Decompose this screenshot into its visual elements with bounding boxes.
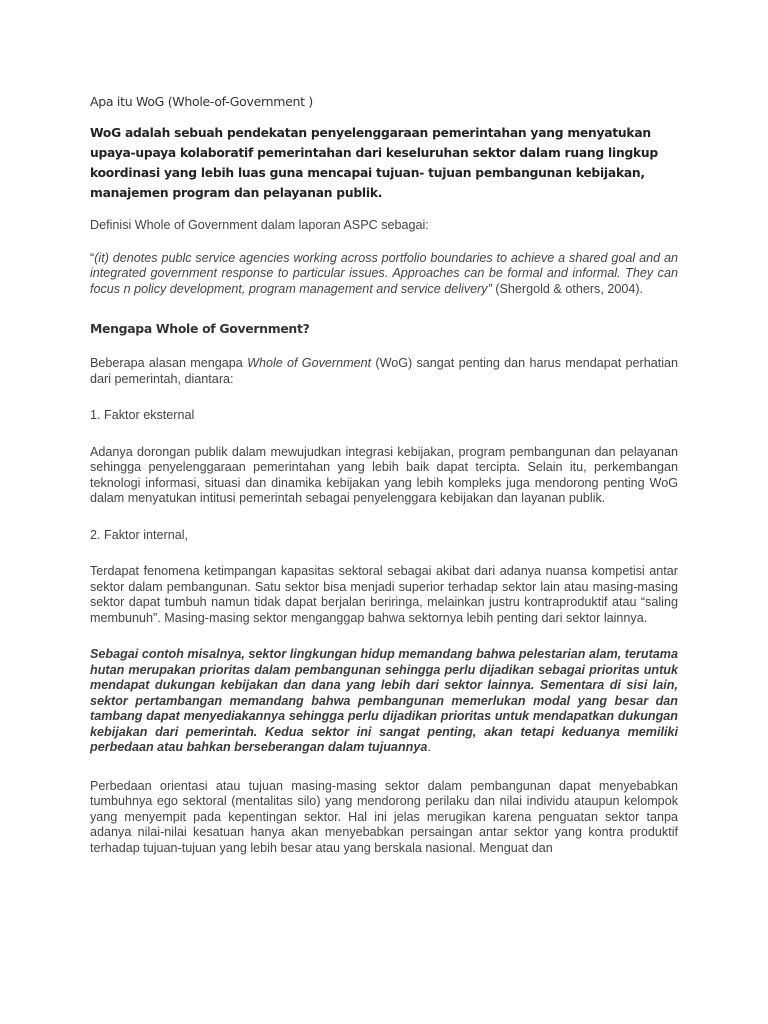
example-text: Sebagai contoh misalnya, sektor lingkungan hidup memandang bahwa pelestarian alam, terutama hutan merupakan prioritas dalam pembangunan sehingga perlu dijadikan sebagai prioritas untuk mendapat dukungan kebijakan dan dana yang lebih dari sektor lainnya. Sementara di sisi lain, sektor pertambangan memandang bahwa pembangunan memerlukan modal yang besar dan tambang dapat menyediakannya sehingga perlu dijadikan prioritas untuk mendapatkan dukungan kebijakan dari pemerintah. Kedua sektor ini sangat penting, akan tetapi keduanya memiliki perbedaan atau bahkan berseberangan dalam tujuannya bbox=[90, 647, 678, 754]
reasons-intro-before: Beberapa alasan mengapa bbox=[90, 356, 248, 370]
factor2-heading: 2. Faktor internal, bbox=[90, 527, 188, 542]
reasons-intro bbox=[90, 356, 678, 387]
example-paragraph bbox=[90, 647, 678, 756]
definition-lead: Definisi Whole of Government dalam laporan ASPC sebagai: bbox=[90, 218, 429, 232]
closing-paragraph: Perbedaan orientasi atau tujuan masing-masing sektor dalam pembangunan dapat menyebabkan tumbuhnya ego sektoral (mentalitas silo) yang mendorong perilaku dan nilai individu ataupun kelompok yang menyempit pada kepentingan sektor. Hal ini jelas merugikan karena penguatan sektor tanpa adanya nilai-nilai kesatuan hanya akan menyebabkan persaingan antar sektor yang kontra produktif terhadap tujuan-tujuan yang lebih besar atau yang berskala nasional. Menguat dan bbox=[90, 778, 678, 855]
definition-quote bbox=[90, 251, 678, 298]
document-title: Apa itu WoG (Whole-of-Government ) bbox=[90, 94, 313, 109]
factor1-text: Adanya dorongan publik dalam mewujudkan integrasi kebijakan, program pembangunan dan pelayanan sehingga penyelenggaraan pemerintahan yang lebih baik dapat tercipta. Selain itu, perkembangan teknologi informasi, situasi dan dinamika kebijakan yang lebih kompleks juga mendorong penting WoG dalam menyatukan intitusi pemerintah sebagai penyelenggara kebijakan dan layanan publik. bbox=[90, 444, 678, 505]
factor2-text: Terdapat fenomena ketimpangan kapasitas sektoral sebagai akibat dari adanya nuansa kompetisi antar sektor dalam pembangunan. Satu sektor bisa menjadi superior terhadap sektor lain atau masing-masing sektor dapat tumbuh namun tidak dapat berjalan beriringa, melainkan justru kontraproduktif atau “saling membunuh”. Masing-masing sektor menganggap bahwa sektornya lebih penting dari sektor lainnya. bbox=[90, 564, 678, 625]
reasons-intro-after: (WoG) sangat penting dan harus mendapat perhatian dari pemerintah, diantara: bbox=[90, 356, 679, 386]
section-heading: Mengapa Whole of Government? bbox=[90, 321, 310, 336]
quote-citation: (Shergold & others, 2004). bbox=[491, 281, 644, 296]
intro-paragraph: WoG adalah sebuah pendekatan penyelenggaraan pemerintahan yang menyatukan upaya-upaya kolaboratif pemerintahan dari keseluruhan sektor dalam ruang lingkup koordinasi yang lebih luas guna mencapai tujuan- tujuan pembangunan kebijakan, manajemen program dan pelayanan publik. bbox=[90, 126, 658, 200]
example-end: . bbox=[427, 740, 431, 754]
quote-text: (it) denotes publc service agencies working across portfolio boundaries to achieve a shared goal and an integrated government response to particular issues. Approaches can be formal and informal. They can focus n policy development, program management and service delivery” bbox=[90, 250, 678, 296]
reasons-intro-term: Whole of Government bbox=[247, 356, 372, 370]
quote-open-mark: “ bbox=[90, 250, 95, 265]
document-body bbox=[90, 94, 678, 872]
factor1-heading: 1. Faktor eksternal bbox=[90, 408, 195, 422]
